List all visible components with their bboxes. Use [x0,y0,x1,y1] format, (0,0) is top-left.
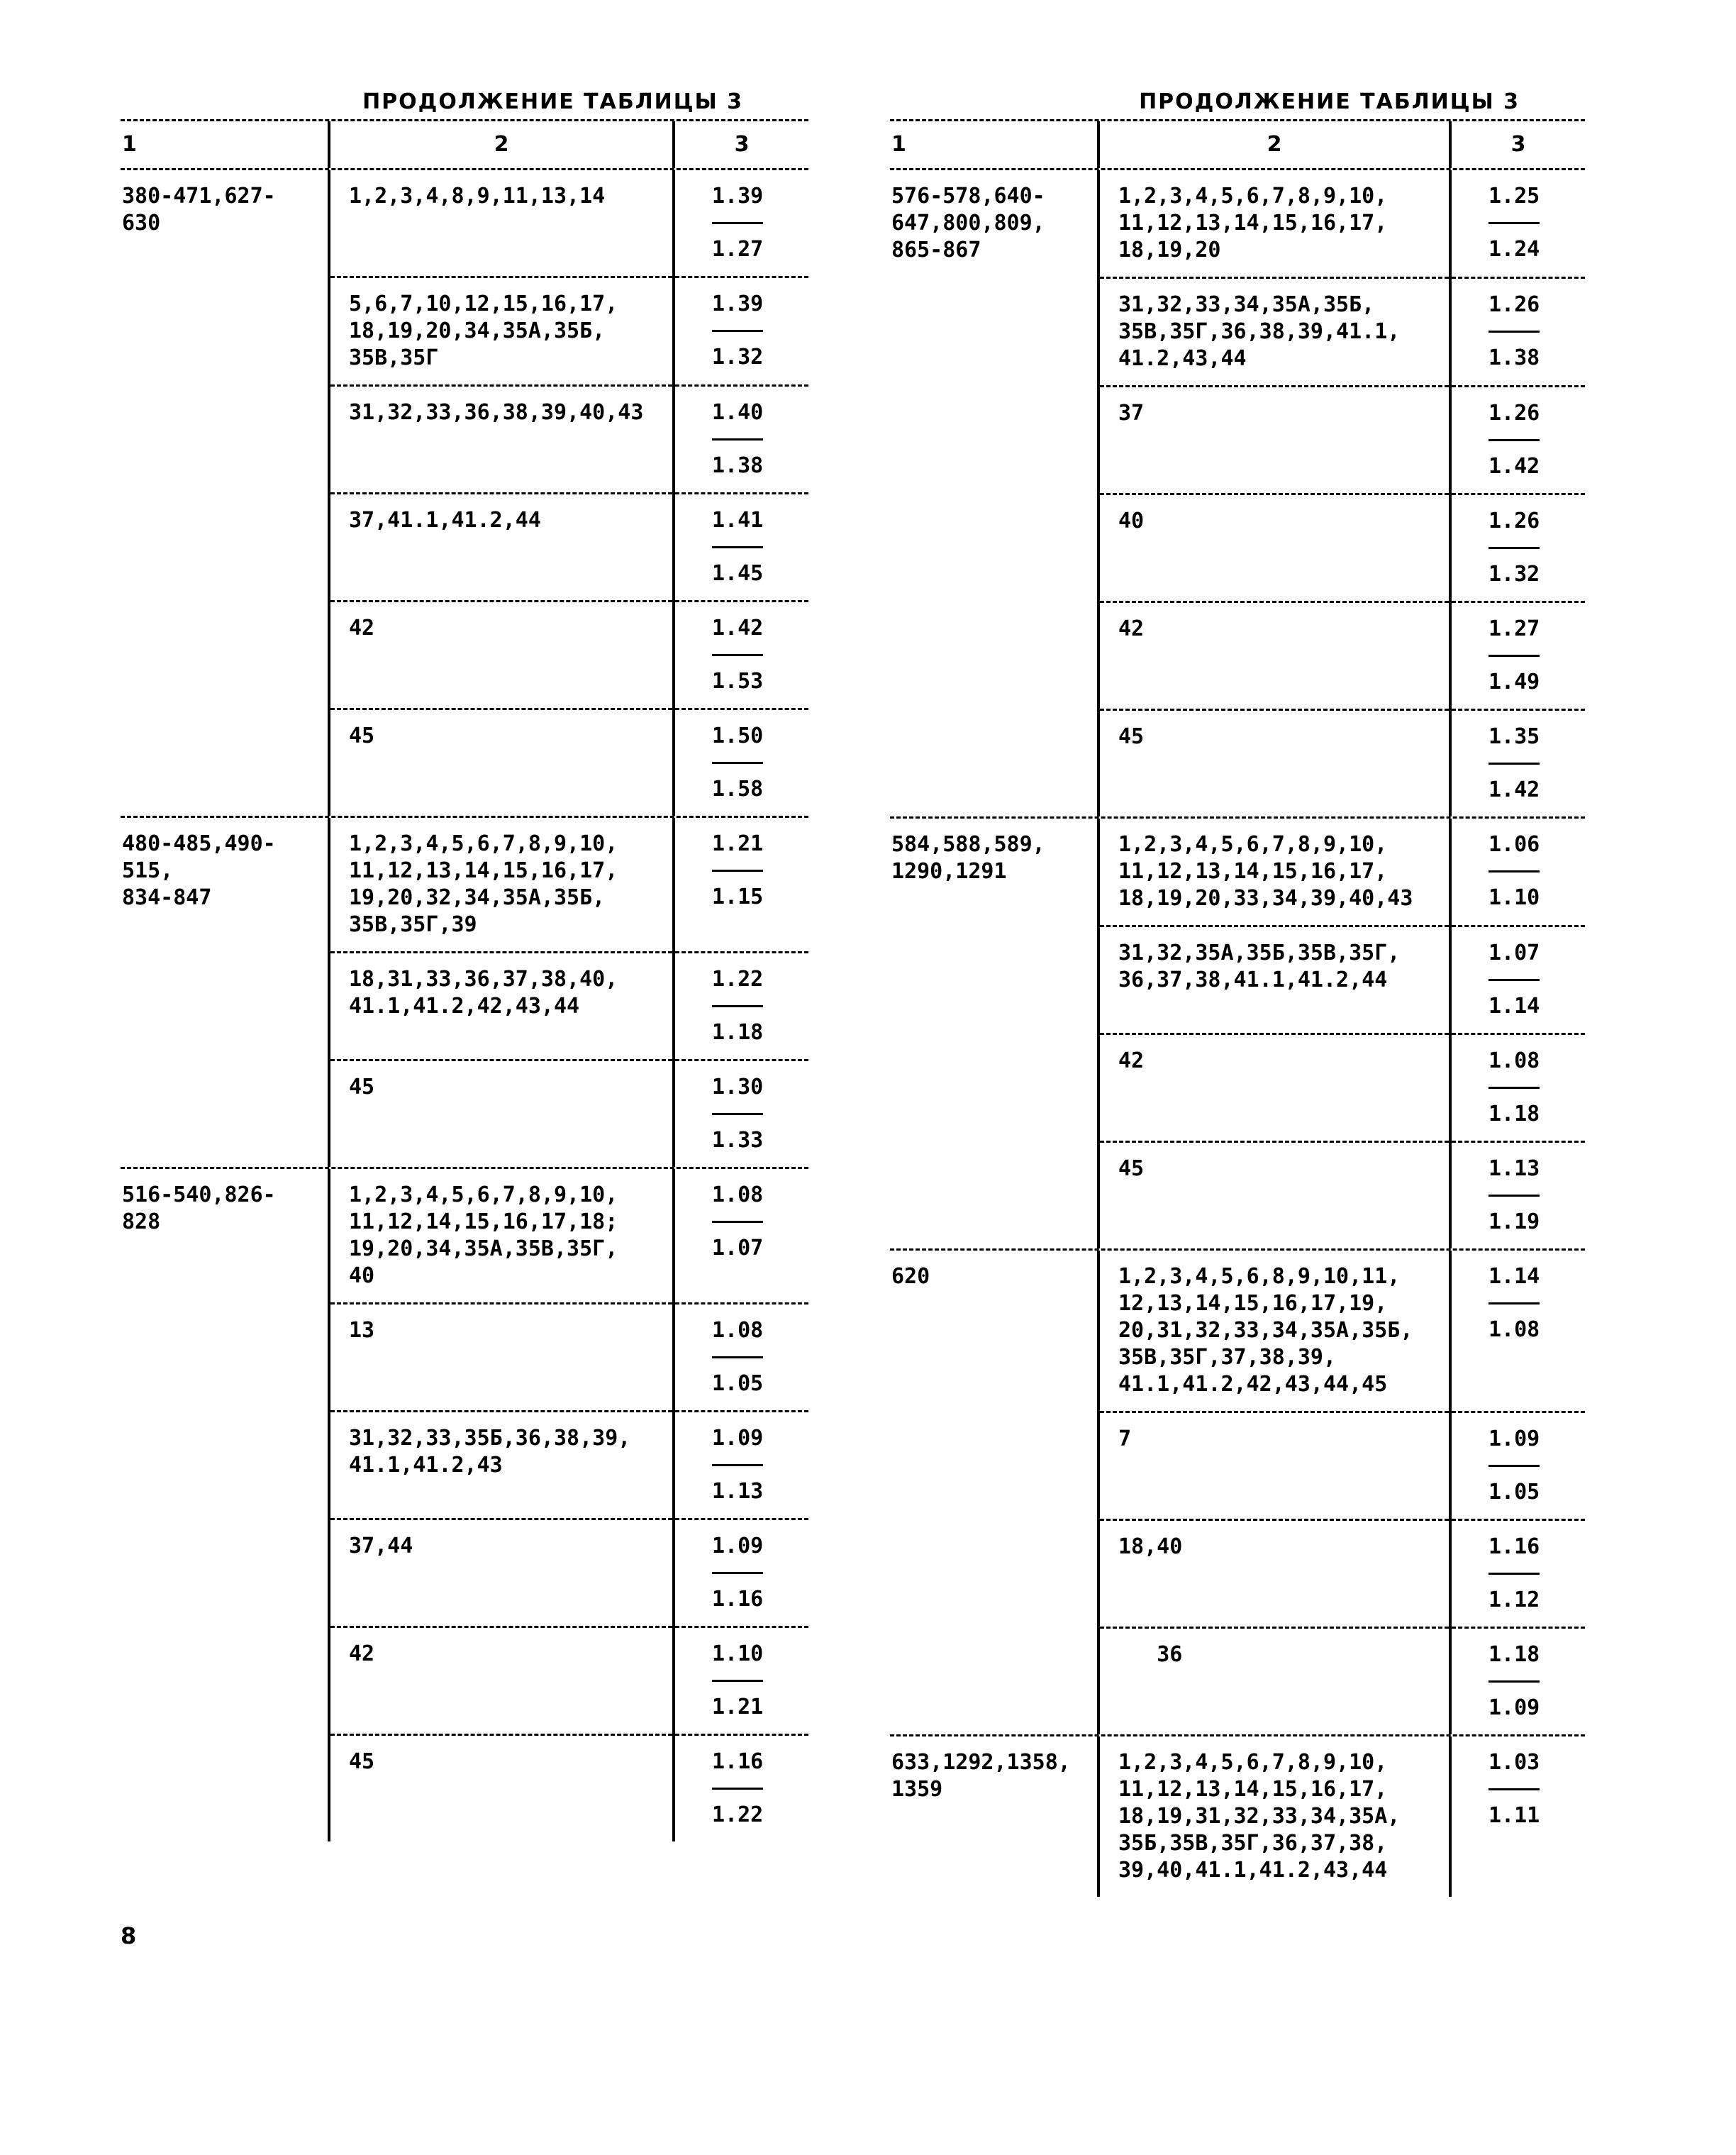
value-denominator: 1.14 [1489,994,1540,1019]
value-cell [1452,277,1585,385]
items-cell: 40 [1100,493,1449,601]
value-fraction [1489,724,1585,804]
value-numerator: 1.50 [712,724,764,748]
value-fraction [1489,292,1585,372]
header-col-3: 3 [1449,121,1585,168]
value-fraction [1489,1641,1585,1722]
items-cell: 31,32,33,34,35А,35Б, 35В,35Г,36,38,39,41.1, 41.2,43,44 [1100,277,1449,385]
items-cell: 37,44 [330,1518,672,1626]
group-items-column [1097,1251,1449,1734]
value-denominator: 1.32 [1489,562,1540,587]
value-cell [675,1169,808,1302]
items-cell: 45 [330,708,672,816]
value-numerator: 1.14 [1489,1264,1540,1289]
fraction-bar [712,762,763,764]
value-numerator: 1.41 [712,508,764,533]
value-numerator: 1.30 [712,1075,764,1099]
value-fraction [1489,1156,1585,1236]
right-table-body [890,170,1585,1897]
value-numerator: 1.09 [712,1534,764,1558]
fraction-bar [1489,763,1540,765]
value-numerator: 1.26 [1489,509,1540,533]
value-denominator: 1.10 [1489,885,1540,910]
items-cell: 36 [1100,1627,1449,1734]
value-denominator: 1.22 [712,1802,764,1827]
value-fraction [712,723,808,803]
items-cell: 42 [330,1626,672,1734]
fraction-bar [1489,1573,1540,1575]
right-table-title: ПРОДОЛЖЕНИЕ ТАБЛИЦЫ 3 [1139,89,1520,114]
items-cell: 1,2,3,4,5,6,8,9,10,11, 12,13,14,15,16,17,19, 20,31,32,33,34,35А,35Б, 35В,35Г,37,38,39, 41.1,41.2,42,43,44,45 [1118,1264,1413,1397]
value-cell [675,818,808,951]
value-fraction [1489,1749,1585,1829]
value-denominator: 1.18 [1489,1102,1540,1126]
items-cell: 42 [1100,1033,1449,1141]
value-numerator: 1.22 [712,967,764,992]
value-cell [675,1626,808,1734]
value-cell [1452,170,1585,277]
items-cell: 1,2,3,4,8,9,11,13,14 [349,184,606,209]
items-cell: 45 [1100,709,1449,816]
fraction-bar [712,546,763,548]
group-values-column [672,170,808,816]
right-table [890,85,1585,1897]
fraction-bar [712,1113,763,1115]
items-cell: 42 [1100,601,1449,709]
items-cell: 45 [330,1734,672,1841]
group-items-column [328,1169,672,1841]
header-col-1: 1 [891,132,906,157]
value-cell [675,708,808,816]
value-fraction [1489,831,1585,912]
group-range-cell: 380-471,627- 630 [122,184,276,236]
items-cell: 31,32,35А,35Б,35В,35Г, 36,37,38,41.1,41.2,44 [1100,925,1449,1033]
fraction-bar [712,438,763,441]
value-denominator: 1.42 [1489,777,1540,802]
items-cell: 31,32,33,35Б,36,38,39, 41.1,41.2,43 [330,1410,672,1518]
value-denominator: 1.32 [712,345,764,370]
table-group [121,818,808,1167]
value-denominator: 1.58 [712,777,764,802]
value-numerator: 1.25 [1489,184,1540,209]
value-numerator: 1.35 [1489,724,1540,749]
group-range-cell: 576-578,640- 647,800,809, 865-867 [891,184,1045,262]
value-fraction [712,615,808,695]
items-cell: 1,2,3,4,5,6,7,8,9,10, 11,12,13,14,15,16,17, 18,19,31,32,33,34,35А, 35Б,35В,35Г,36,37,38, 39,40,41.1,41.2,43,44 [1118,1750,1401,1883]
table-group [890,819,1585,1248]
value-cell [675,170,808,276]
value-denominator: 1.42 [1489,454,1540,479]
value-cell [675,1518,808,1626]
value-numerator: 1.39 [712,184,764,209]
value-numerator: 1.26 [1489,292,1540,317]
header-col-2: 2 [328,121,672,168]
value-cell [675,951,808,1059]
value-numerator: 1.39 [712,292,764,316]
items-cell: 31,32,33,36,38,39,40,43 [330,384,672,492]
group-items-column [328,170,672,816]
value-cell [675,492,808,600]
value-fraction [1489,1534,1585,1614]
value-fraction [1489,1263,1585,1344]
value-numerator: 1.42 [712,616,764,641]
value-fraction [1489,940,1585,1020]
value-denominator: 1.11 [1489,1803,1540,1828]
group-range-cell: 633,1292,1358, 1359 [891,1750,1071,1802]
value-numerator: 1.06 [1489,832,1540,857]
table-group [890,170,1585,816]
value-fraction [712,1317,808,1397]
value-denominator: 1.05 [712,1371,764,1396]
fraction-bar [1489,547,1540,549]
group-values-column [1449,1736,1585,1897]
fraction-bar [712,1356,763,1358]
value-denominator: 1.13 [712,1479,764,1504]
fraction-bar [1489,1680,1540,1683]
value-numerator: 1.09 [712,1426,764,1451]
value-cell [1452,1251,1585,1411]
value-numerator: 1.08 [712,1182,764,1207]
value-cell [1452,1141,1585,1248]
value-denominator: 1.45 [712,561,764,586]
value-fraction [1489,1048,1585,1128]
value-denominator: 1.12 [1489,1588,1540,1612]
fraction-bar [1489,222,1540,224]
group-items-column [1097,1736,1449,1897]
value-fraction [712,1749,808,1829]
fraction-bar [1489,1302,1540,1304]
value-fraction [712,1182,808,1262]
value-denominator: 1.19 [1489,1209,1540,1234]
value-numerator: 1.13 [1489,1156,1540,1181]
items-cell: 1,2,3,4,5,6,7,8,9,10, 11,12,13,14,15,16,17, 18,19,20 [1118,184,1388,262]
value-numerator: 1.27 [1489,616,1540,641]
items-cell: 7 [1100,1411,1449,1519]
value-numerator: 1.16 [712,1749,764,1774]
value-denominator: 1.38 [1489,345,1540,370]
value-denominator: 1.18 [712,1020,764,1045]
value-denominator: 1.21 [712,1695,764,1719]
value-cell [675,1734,808,1841]
items-cell: 37,41.1,41.2,44 [330,492,672,600]
items-cell: 1,2,3,4,5,6,7,8,9,10, 11,12,13,14,15,16,17, 19,20,32,34,35А,35Б, 35В,35Г,39 [349,831,618,937]
group-values-column [672,818,808,1167]
value-numerator: 1.40 [712,400,764,425]
value-denominator: 1.33 [712,1128,764,1153]
value-cell [675,384,808,492]
value-denominator: 1.07 [712,1236,764,1261]
value-fraction [712,1074,808,1154]
value-denominator: 1.38 [712,453,764,478]
value-fraction [712,507,808,587]
fraction-bar [712,654,763,656]
items-cell: 18,31,33,36,37,38,40, 41.1,41.2,42,43,44 [330,951,672,1059]
value-denominator: 1.53 [712,669,764,694]
value-cell [1452,601,1585,709]
table-group [890,1736,1585,1897]
items-cell: 45 [1100,1141,1449,1248]
group-values-column [1449,1251,1585,1734]
items-cell: 5,6,7,10,12,15,16,17, 18,19,20,34,35А,35Б, 35В,35Г [330,276,672,384]
group-values-column [1449,170,1585,816]
group-range-cell: 480-485,490- 515, 834-847 [122,831,276,910]
value-fraction [1489,400,1585,480]
fraction-bar [1489,1465,1540,1467]
value-fraction [712,1641,808,1721]
value-numerator: 1.09 [1489,1426,1540,1451]
value-denominator: 1.27 [712,237,764,262]
value-cell [1452,709,1585,816]
fraction-bar [712,1221,763,1223]
fraction-bar [1489,655,1540,657]
value-cell [1452,385,1585,493]
header-col-1: 1 [122,132,137,157]
value-numerator: 1.18 [1489,1642,1540,1667]
group-items-column [328,818,672,1167]
value-fraction [712,399,808,480]
fraction-bar [1489,1087,1540,1089]
value-fraction [712,966,808,1046]
value-numerator: 1.16 [1489,1534,1540,1559]
value-fraction [1489,1426,1585,1506]
value-denominator: 1.24 [1489,237,1540,262]
group-items-column [1097,170,1449,816]
fraction-bar [1489,331,1540,333]
value-fraction [712,1425,808,1505]
header-col-2: 2 [1097,121,1449,168]
fraction-bar [712,1572,763,1574]
group-range-cell: 584,588,589, 1290,1291 [891,832,1045,884]
group-values-column [672,1169,808,1841]
fraction-bar [712,1788,763,1790]
group-range-cell: 516-540,826- 828 [122,1182,276,1234]
value-numerator: 1.03 [1489,1750,1540,1775]
items-cell: 18,40 [1100,1519,1449,1627]
value-denominator: 1.16 [712,1587,764,1612]
value-cell [1452,1411,1585,1519]
value-cell [675,600,808,708]
value-fraction [712,831,808,911]
table-group [890,1251,1585,1734]
fraction-bar [712,330,763,332]
table-group [121,170,808,816]
value-cell [1452,1736,1585,1897]
value-cell [1452,1627,1585,1734]
group-range-cell: 620 [891,1264,930,1289]
fraction-bar [1489,979,1540,981]
fraction-bar [1489,439,1540,441]
value-fraction [1489,508,1585,588]
value-fraction [712,1533,808,1613]
value-denominator: 1.49 [1489,670,1540,694]
value-cell [1452,1519,1585,1627]
value-cell [675,1410,808,1518]
items-cell: 1,2,3,4,5,6,7,8,9,10, 11,12,14,15,16,17,18; 19,20,34,35А,35В,35Г, 40 [349,1182,618,1288]
fraction-bar [1489,1195,1540,1197]
value-denominator: 1.08 [1489,1317,1540,1342]
value-cell [675,276,808,384]
value-fraction [712,183,808,263]
fraction-bar [1489,1788,1540,1790]
left-table-body [121,170,808,1841]
value-denominator: 1.09 [1489,1695,1540,1720]
items-cell: 1,2,3,4,5,6,7,8,9,10, 11,12,13,14,15,16,17, 18,19,20,33,34,39,40,43 [1118,832,1413,911]
items-cell: 13 [330,1302,672,1410]
value-cell [1452,819,1585,925]
value-cell [1452,925,1585,1033]
value-numerator: 1.21 [712,831,764,856]
value-cell [675,1059,808,1167]
page-number: 8 [121,1922,137,1949]
fraction-bar [712,870,763,872]
value-numerator: 1.07 [1489,941,1540,965]
value-cell [675,1302,808,1410]
group-values-column [1449,819,1585,1248]
header-col-3: 3 [672,121,808,168]
fraction-bar [712,1680,763,1682]
value-numerator: 1.08 [712,1318,764,1343]
value-cell [1452,493,1585,601]
left-table [121,85,808,1841]
left-table-title: ПРОДОЛЖЕНИЕ ТАБЛИЦЫ 3 [362,89,743,114]
value-fraction [1489,616,1585,696]
value-numerator: 1.08 [1489,1048,1540,1073]
right-header-row [890,121,1585,168]
fraction-bar [712,1005,763,1007]
left-header-row [121,121,808,168]
value-denominator: 1.15 [712,885,764,909]
items-cell: 42 [330,600,672,708]
value-denominator: 1.05 [1489,1480,1540,1505]
fraction-bar [712,1464,763,1466]
value-fraction [1489,183,1585,263]
value-numerator: 1.26 [1489,401,1540,426]
value-numerator: 1.10 [712,1641,764,1666]
value-fraction [712,291,808,371]
group-items-column [1097,819,1449,1248]
value-cell [1452,1033,1585,1141]
fraction-bar [712,222,763,224]
fraction-bar [1489,870,1540,872]
items-cell: 45 [330,1059,672,1167]
items-cell: 37 [1100,385,1449,493]
table-group [121,1169,808,1841]
